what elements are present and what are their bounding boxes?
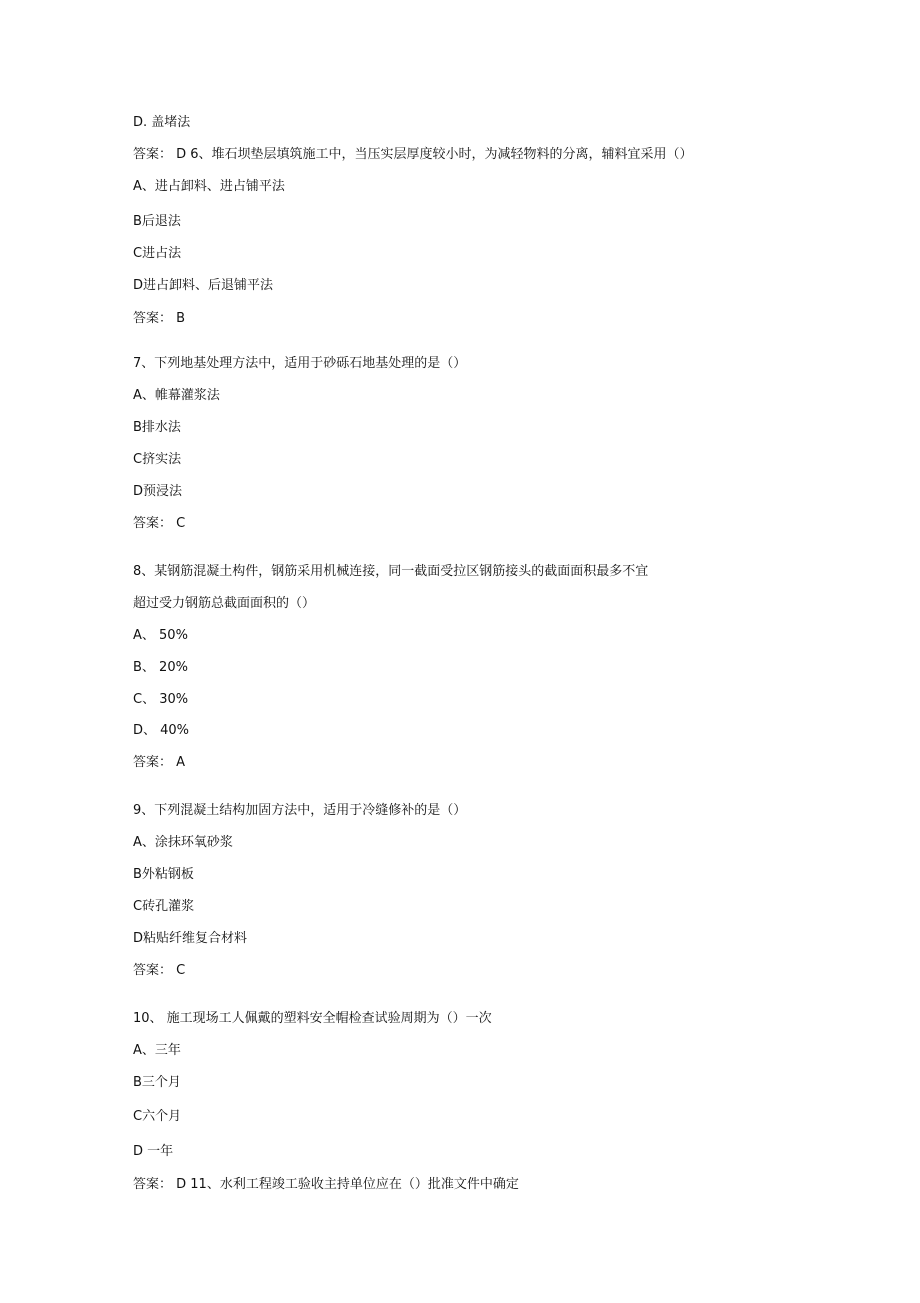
answer-q10-question-11: 答案： D 11、水利工程竣工验收主持单位应在（）批准文件中确定 [133,1177,519,1192]
option-d-q6: D进占卸料、后退铺平法 [133,278,274,293]
option-a-q6: A、进占卸料、进占铺平法 [133,179,285,194]
option-d-q8: D、 40% [133,723,190,738]
option-a-q9: A、涂抹环氧砂浆 [133,835,233,850]
option-c-q9: C砖孔灌浆 [133,899,195,914]
option-a-q7: A、帷幕灌浆法 [133,388,220,403]
option-c-q6: C进占法 [133,246,182,261]
option-b-q10: B三个月 [133,1075,181,1090]
option-b-q6: B后退法 [133,214,181,229]
option-d-q5: D. 盖堵法 [133,115,191,130]
option-a-q10: A、三年 [133,1043,181,1058]
option-d-q7: D预浸法 [133,484,183,499]
answer-q9: 答案： C [133,963,186,978]
option-a-q8: A、 50% [133,628,188,643]
question-9: 9、下列混凝土结构加固方法中，适用于冷缝修补的是（） [133,803,467,818]
answer-q6: 答案： B [133,311,186,326]
option-b-q9: B外粘钢板 [133,867,194,882]
option-c-q8: C、 30% [133,692,189,707]
answer-q5-question-6: 答案： D 6、堆石坝垫层填筑施工中，当压实层厚度较小时，为减轻物料的分离，辅料宜采用（） [133,147,693,162]
option-b-q7: B排水法 [133,420,181,435]
question-8-continued: 超过受力钢筋总截面面积的（） [133,596,316,611]
question-10: 10、 施工现场工人佩戴的塑料安全帽检查试验周期为（）一次 [133,1011,492,1026]
option-d-q9: D粘贴纤维复合材料 [133,931,248,946]
question-8: 8、某钢筋混凝土构件，钢筋采用机械连接，同一截面受拉区钢筋接头的截面面积最多不宜 [133,564,649,579]
option-b-q8: B、 20% [133,660,188,675]
answer-q8: 答案： A [133,755,186,770]
option-c-q7: C挤实法 [133,452,182,467]
question-7: 7、下列地基处理方法中，适用于砂砾石地基处理的是（） [133,356,467,371]
option-d-q10: D 一年 [133,1144,174,1159]
option-c-q10: C六个月 [133,1109,182,1124]
answer-q7: 答案： C [133,516,186,531]
